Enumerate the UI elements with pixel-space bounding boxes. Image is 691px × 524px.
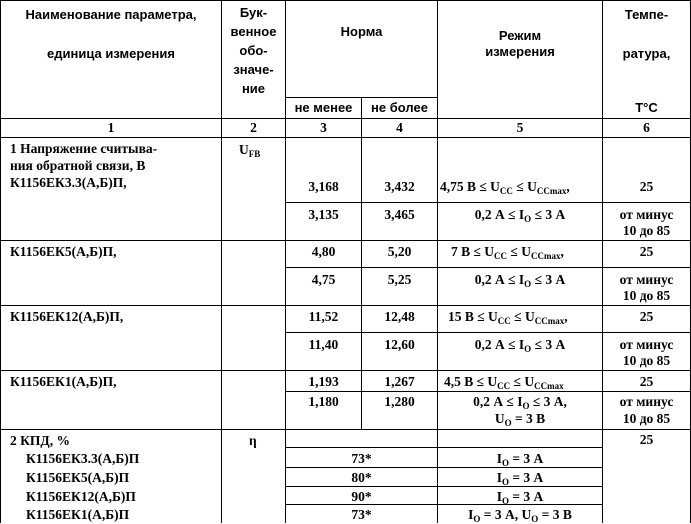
temperature-range-line: 10 до 85 (622, 223, 671, 238)
mode-condition: 0,2 $А \le I_O \le 3$ А (474, 207, 566, 224)
letter-symbol: η (249, 433, 257, 448)
grid-line (285, 467, 602, 468)
grid-line (0, 0, 691, 1)
param-name-line: ния обратной связи, В (10, 158, 146, 173)
norm-min-value: 4,75 (311, 272, 336, 287)
mode-condition: 0,2 $А \le I_O \le 3$ А, (473, 394, 567, 411)
temperature-range-line: от минус (619, 394, 674, 409)
grid-line (285, 447, 602, 448)
param-name-line: К1156ЕК5(А,Б)П, (10, 244, 117, 259)
norm-max-value: 3,465 (384, 207, 415, 222)
temperature-range-line: от минус (619, 207, 674, 222)
header-temp-line2: ратура, (622, 46, 671, 61)
efficiency-device-name: К1156ЕК12(А,Б)П (26, 489, 136, 504)
col-number: 2 (250, 120, 257, 135)
mode-condition: 4,5 $В \le U_{CC} \le U_{CCmax}$ (444, 374, 564, 391)
temperature-range-line: от минус (619, 337, 674, 352)
mode-condition: 0,2 $А \le I_O \le 3$ А (474, 272, 566, 289)
param-name-line: 1 Напряжение считыва- (10, 141, 158, 156)
header-mode-line2: измерения (485, 44, 555, 59)
norm-min-value: 4,80 (311, 244, 336, 259)
header-letter-line: обо- (239, 43, 268, 58)
param-name-line: К1156ЕК12(А,Б)П, (10, 309, 124, 324)
grid-line (437, 0, 438, 523)
grid-line (0, 137, 691, 138)
norm-max-value: 5,20 (387, 244, 412, 259)
mode-condition: 15 $В \le U_{CC} \le U_{CCmax}$, (448, 309, 568, 326)
grid-line (0, 429, 691, 430)
temperature-range-line: 10 до 85 (622, 288, 671, 303)
header-letter-line: Бук- (239, 5, 268, 20)
grid-line (285, 391, 691, 392)
efficiency-value: 80* (351, 470, 372, 485)
header-param-line2: единица измерения (47, 46, 175, 61)
temperature-value: 25 (639, 179, 654, 194)
header-letter-line: значе- (233, 62, 274, 77)
efficiency-value: 90* (351, 489, 372, 504)
efficiency-mode: $I_O = 3$ А (496, 470, 544, 487)
mode-condition: $U_O = 3$ В (494, 411, 546, 428)
header-norm-min: не менее (294, 100, 353, 115)
norm-max-value: 1,267 (384, 374, 415, 389)
col-number: 6 (643, 120, 650, 135)
efficiency-mode: $I_O = 3$ А, $U_O = 3$ В (468, 507, 572, 524)
grid-line (285, 0, 286, 523)
mode-condition: 4,75 $В \le U_{CC} \le U_{CCmax}$, (440, 179, 570, 196)
temperature-value: 25 (639, 244, 654, 259)
header-norm-max: не более (371, 100, 428, 115)
grid-line (285, 267, 691, 268)
grid-line (0, 240, 691, 241)
header-temp-line1: Темпе- (624, 7, 669, 22)
grid-line (285, 332, 691, 333)
header-param-line1: Наименование параметра, (25, 7, 197, 22)
efficiency-mode: $I_O = 3$ А (496, 489, 544, 506)
efficiency-device-name: К1156ЕК3.3(А,Б)П (26, 451, 140, 466)
efficiency-mode: $I_O = 3$ А (496, 451, 544, 468)
norm-min-value: 3,135 (308, 207, 339, 222)
header-norm: Норма (340, 24, 383, 39)
header-temp-unit: T°C (635, 100, 658, 115)
temperature-range-line: от минус (619, 272, 674, 287)
col-number: 3 (320, 120, 327, 135)
header-letter-line: венное (230, 24, 277, 39)
efficiency-device-name: К1156ЕК5(А,Б)П (26, 470, 130, 485)
norm-min-value: 1,180 (308, 394, 339, 409)
header-letter-line: ние (241, 81, 266, 96)
efficiency-value: 73* (351, 507, 372, 522)
header-mode-line1: Режим (498, 28, 542, 43)
temperature-value: 25 (639, 309, 654, 324)
mode-condition: 7 $В \le U_{CC} \le U_{CCmax}$, (451, 244, 564, 261)
param-name-line: К1156ЕК1(А,Б)П, (10, 374, 117, 389)
norm-min-value: 11,40 (308, 337, 339, 352)
param-name-line: 2 КПД, % (10, 433, 70, 448)
col-number: 1 (107, 120, 115, 135)
grid-line (0, 370, 691, 371)
norm-max-value: 5,25 (387, 272, 412, 287)
temperature-value: 25 (639, 374, 654, 389)
norm-max-value: 12,60 (384, 337, 415, 352)
grid-line (285, 202, 691, 203)
col-number: 4 (396, 120, 403, 135)
grid-line (0, 0, 1, 523)
norm-min-value: 3,168 (308, 179, 339, 194)
grid-line (285, 486, 602, 487)
efficiency-value: 73* (351, 451, 372, 466)
efficiency-device-name: К1156ЕК1(А,Б)П (26, 507, 130, 522)
temperature-range-line: 10 до 85 (622, 353, 671, 368)
col-number: 5 (516, 120, 524, 135)
norm-max-value: 1,280 (384, 394, 415, 409)
norm-max-value: 3,432 (384, 179, 415, 194)
norm-min-value: 11,52 (308, 309, 339, 324)
letter-symbol: $U_{FB}$ (239, 142, 261, 159)
grid-line (221, 0, 222, 523)
param-name-line: К1156ЕК3.3(А,Б)П, (10, 175, 127, 190)
temperature-range-line: 10 до 85 (622, 411, 671, 426)
norm-min-value: 1,193 (308, 374, 339, 389)
temperature-value: 25 (639, 432, 654, 447)
grid-line (0, 305, 691, 306)
norm-max-value: 12,48 (384, 309, 415, 324)
mode-condition: 0,2 $А \le I_O \le 3$ А (474, 337, 566, 354)
